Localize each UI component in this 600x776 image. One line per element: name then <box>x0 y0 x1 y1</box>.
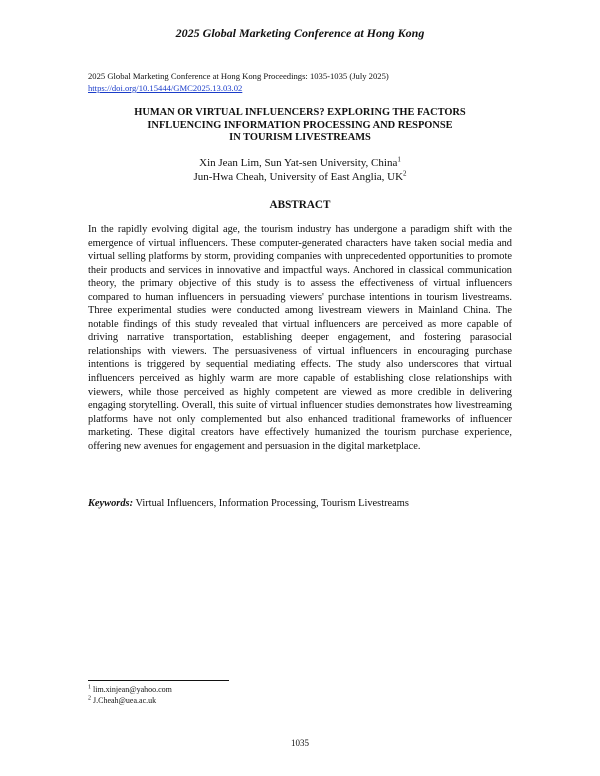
keywords-label: Keywords: <box>88 498 134 509</box>
keywords-text: Virtual Influencers, Information Processing, Tourism Livestreams <box>135 498 409 509</box>
author-line <box>60 170 540 184</box>
footnote-mark: 1 <box>88 684 91 691</box>
proceedings-citation: 2025 Global Marketing Conference at Hong Kong Proceedings: 1035-1035 (July 2025) <box>88 71 389 81</box>
conference-header: 2025 Global Marketing Conference at Hong Kong <box>175 26 425 40</box>
author-line <box>60 156 540 170</box>
footnote-item <box>88 695 172 706</box>
footnote-divider <box>88 680 229 681</box>
footnote-mark: 2 <box>88 695 91 702</box>
footnote-mark: 2 <box>403 169 407 178</box>
footnote-email: lim.xinjean@yahoo.com <box>93 685 172 694</box>
paper-title <box>60 107 540 145</box>
abstract-heading: ABSTRACT <box>269 199 331 211</box>
abstract-body: In the rapidly evolving digital age, the tourism industry has undergone a paradigm shift with the emergence of virtual influencers. These computer-generated characters have taken social media and virtual selling platforms by storm, providing companies with unprecedented opportunities to promote their products and services in innovative and impactful ways. Anchored in classical communication theory, the primary objective of this study is to assess the effectiveness of virtual influencers compared to human influencers in persuading viewers' purchase intentions in tourism livestreams. Three experimental studies were conducted among livestream viewers in Mainland China. The notable findings of this study revealed that virtual influencers are perceived as more capable of driving narrative transportation, establishing deeper engagement, and fostering parasocial relationships with viewers. The persuasiveness of virtual influencers in encouraging purchase intentions is triggered by sequential mediating effects. The study also underscores that virtual influencers perceived as highly warm are more capable of establishing close relationships with viewers, while those perceived as highly competent are viewed as more credible in delivering engaging storytelling. Overall, this suite of virtual influencer studies demonstrates how livestreaming platforms have not only complemented but also enhanced traditional frameworks of influencer marketing. These digital creators have effectively humanized the tourism purchase experience, offering new avenues for engagement and persuasion in the digital marketplace. <box>88 224 512 452</box>
footnote-email: J.Cheah@uea.ac.uk <box>93 696 157 705</box>
author-affiliation: Jun-Hwa Cheah, University of East Anglia, UK <box>193 171 404 183</box>
title-line: INFLUENCING INFORMATION PROCESSING AND RESPONSE <box>147 119 453 131</box>
footnote-mark: 1 <box>397 155 401 164</box>
footnote-item <box>88 684 172 695</box>
author-list <box>60 156 540 184</box>
title-line: IN TOURISM LIVESTREAMS <box>229 132 371 143</box>
title-line: HUMAN OR VIRTUAL INFLUENCERS? EXPLORING THE FACTORS <box>134 107 466 118</box>
page-number: 1035 <box>291 738 309 748</box>
proceedings-info <box>88 70 389 94</box>
keywords-line <box>88 497 512 511</box>
footnotes <box>88 684 172 706</box>
doi-link[interactable]: https://doi.org/10.15444/GMC2025.13.03.02 <box>88 83 243 93</box>
author-affiliation: Xin Jean Lim, Sun Yat-sen University, China <box>199 157 398 169</box>
